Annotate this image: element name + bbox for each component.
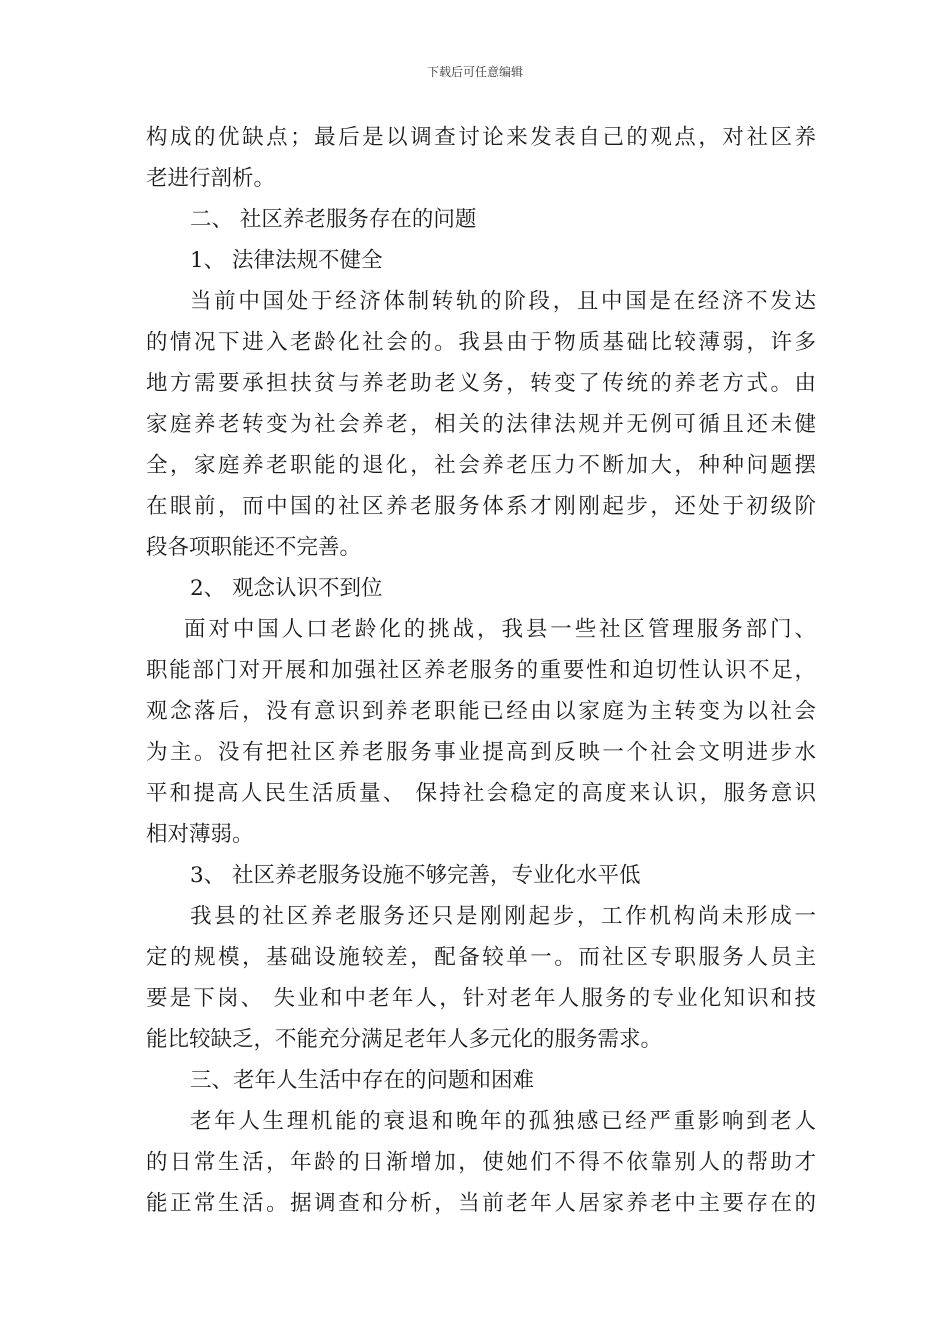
text-line: 要是下岗、 失业和中老年人，针对老年人服务的专业化知识和技: [146, 986, 816, 1011]
text-line: 定的规模，基础设施较差，配备较单一。而社区专职服务人员主: [146, 945, 816, 970]
document-body: [146, 117, 816, 1224]
text-line: 构成的优缺点；最后是以调查讨论来发表自己的观点，对社区养: [146, 125, 816, 150]
section-heading: 三、老年人生活中存在的问题和困难: [190, 1068, 535, 1093]
text-line: 老进行剖析。: [146, 166, 276, 191]
text-line: 的日常生活，年龄的日渐增加，使她们不得不依靠别人的帮助才: [146, 1150, 816, 1175]
page-header: 下载后可任意编辑: [426, 65, 523, 79]
text-line: 老年人生理机能的衰退和晚年的孤独感已经严重影响到老人: [190, 1109, 816, 1134]
section-heading: 二、 社区养老服务存在的问题: [190, 207, 477, 232]
subsection-heading: 1、 法律法规不健全: [190, 248, 383, 273]
text-line: 能比较缺乏，不能充分满足老年人多元化的服务需求。: [146, 1027, 663, 1052]
text-line: 相对薄弱。: [146, 822, 254, 847]
text-line: 平和提高人民生活质量、 保持社会稳定的高度来认识，服务意识: [146, 781, 816, 806]
text-line: 家庭养老转变为社会养老，相关的法律法规并无例可循且还未健: [146, 412, 816, 437]
text-line: 面对中国人口老龄化的挑战，我县一些社区管理服务部门、: [184, 617, 816, 642]
text-line: 全，家庭养老职能的退化，社会养老压力不断加大，种种问题摆: [146, 453, 816, 478]
text-line: 为主。没有把社区养老服务事业提高到反映一个社会文明进步水: [146, 740, 816, 765]
text-line: 段各项职能还不完善。: [146, 535, 362, 560]
subsection-heading: 3、 社区养老服务设施不够完善，专业化水平低: [190, 863, 641, 888]
text-line: 地方需要承担扶贫与养老助老义务，转变了传统的养老方式。由: [146, 371, 816, 396]
text-line: 能正常生活。据调查和分析，当前老年人居家养老中主要存在的: [146, 1191, 816, 1216]
subsection-heading: 2、 观念认识不到位: [190, 576, 383, 601]
text-line: 在眼前，而中国的社区养老服务体系才刚刚起步，还处于初级阶: [146, 494, 816, 519]
text-line: 当前中国处于经济体制转轨的阶段，且中国是在经济不发达: [190, 289, 816, 314]
text-line: 观念落后，没有意识到养老职能已经由以家庭为主转变为以社会: [146, 699, 816, 724]
text-line: 职能部门对开展和加强社区养老服务的重要性和迫切性认识不足，: [146, 658, 816, 683]
text-line: 我县的社区养老服务还只是刚刚起步，工作机构尚未形成一: [190, 904, 816, 929]
text-line: 的情况下进入老龄化社会的。我县由于物质基础比较薄弱，许多: [146, 330, 816, 355]
